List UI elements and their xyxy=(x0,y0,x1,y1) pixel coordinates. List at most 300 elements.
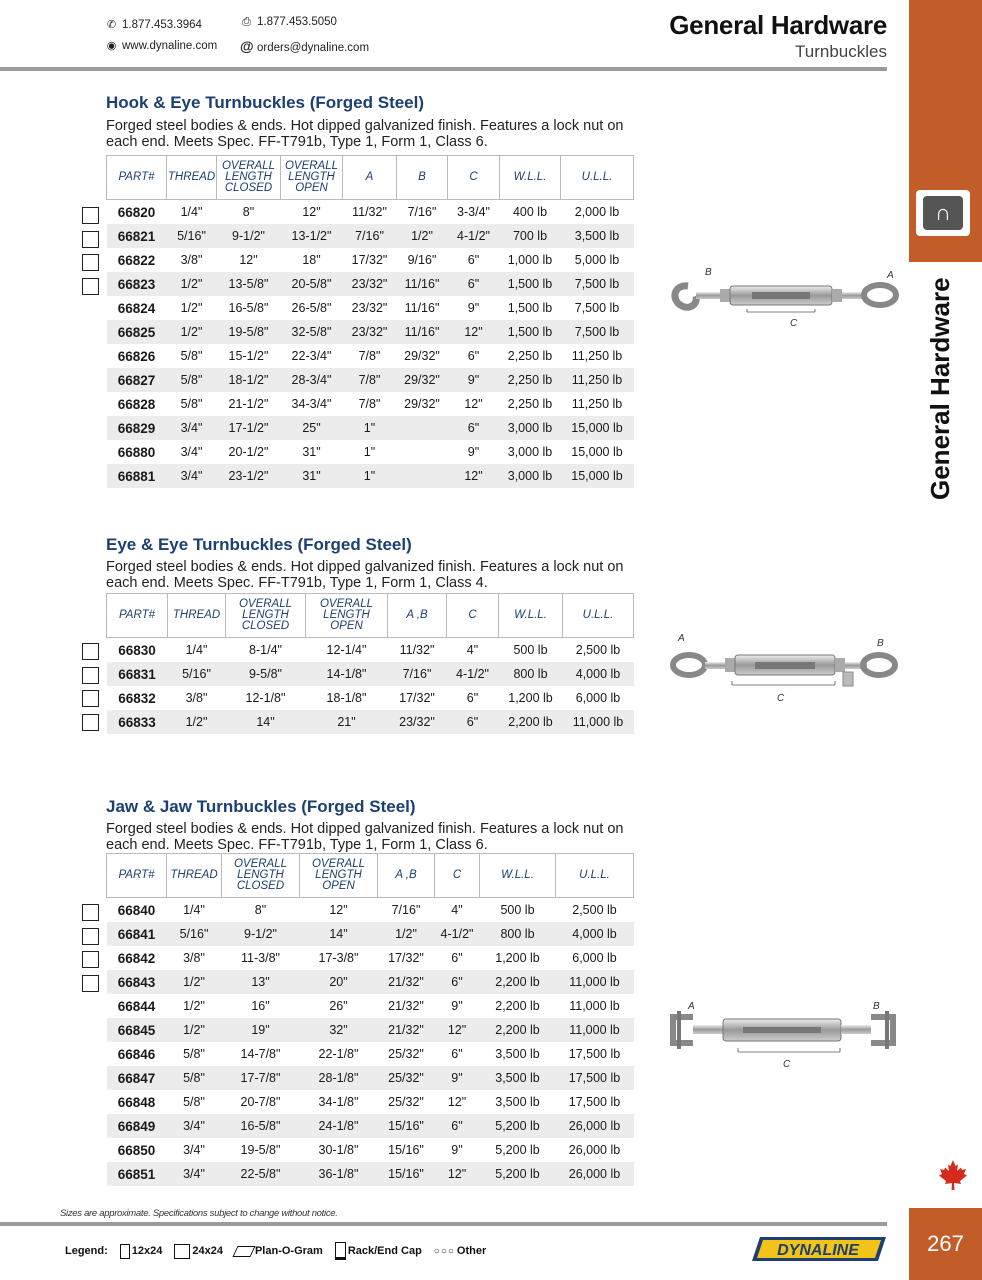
phone-icon: ✆ xyxy=(106,19,117,31)
col-header: OVERALL LENGTH CLOSED xyxy=(226,594,306,638)
table-cell: 19-5/8" xyxy=(240,1143,281,1157)
part-number-cell[interactable]: 66842 xyxy=(117,950,156,966)
col-header: W.L.L. xyxy=(499,594,563,638)
table-cell: 11,250 lb xyxy=(561,368,634,392)
page-number: 267 xyxy=(909,1208,982,1280)
table-cell: 25/32" xyxy=(388,1095,424,1109)
section-desc-hook-eye: Forged steel bodies & ends. Hot dipped galvanized finish. Features a lock nut on each end. Meets Spec. FF-T791b, Type 1, Form 1, Class 6. xyxy=(106,118,624,150)
fax-line xyxy=(240,16,337,29)
table-cell: 17,500 lb xyxy=(556,1066,634,1090)
part-number-cell[interactable]: 66881 xyxy=(107,464,167,488)
table-cell: 26" xyxy=(329,999,348,1013)
table-cell: 1" xyxy=(343,416,397,440)
part-number-cell[interactable]: 66841 xyxy=(107,922,167,946)
header-divider xyxy=(0,67,887,71)
table-cell: 7/8" xyxy=(358,397,381,411)
table-cell: 14-7/8" xyxy=(240,1047,281,1061)
table-cell: 28-3/4" xyxy=(281,368,343,392)
table-cell: 1,500 lb xyxy=(500,320,561,344)
table-cell: 11/16" xyxy=(397,272,448,296)
table-cell: 1/2" xyxy=(167,970,222,994)
table-row xyxy=(107,994,634,1018)
table-cell: 3/4" xyxy=(167,1162,222,1186)
part-number-cell[interactable]: 66828 xyxy=(117,396,156,412)
table-cell: 6" xyxy=(448,416,500,440)
table-cell: 7/8" xyxy=(358,349,381,363)
table-cell: 15-1/2" xyxy=(228,349,269,363)
table-row xyxy=(107,248,634,272)
email-link[interactable]: orders@dynaline.com xyxy=(257,42,370,54)
col-header: OVERALL LENGTH CLOSED xyxy=(217,156,281,200)
col-header: C xyxy=(447,594,499,638)
table-cell: 13-5/8" xyxy=(217,272,281,296)
table-cell: 3/8" xyxy=(183,951,205,965)
table-cell: 1,200 lb xyxy=(508,691,553,705)
table-cell: 4-1/2" xyxy=(435,922,480,946)
table-cell: 1/2" xyxy=(183,999,205,1013)
table-cell: 5/16" xyxy=(168,662,226,686)
table-cell: 3,500 lb xyxy=(561,224,634,248)
table-cell: 6" xyxy=(467,253,480,267)
table-cell: 800 lb xyxy=(480,922,556,946)
table-row xyxy=(107,320,634,344)
col-header: B xyxy=(397,156,448,200)
table-cell: 9" xyxy=(451,1143,463,1157)
part-number-cell[interactable]: 66824 xyxy=(117,300,156,316)
table-cell: 9" xyxy=(467,301,480,315)
table-cell: 23/32" xyxy=(343,272,397,296)
table-cell: 12" xyxy=(464,397,483,411)
table-cell: 12" xyxy=(448,464,500,488)
col-header: OVERALL LENGTH OPEN xyxy=(281,156,343,200)
legend-item-other: ○○○ Other xyxy=(433,1245,487,1257)
part-number-cell[interactable]: 66850 xyxy=(117,1142,156,1158)
table-cell: 19" xyxy=(222,1018,300,1042)
legend-item-24x24: 24x24 xyxy=(174,1244,223,1259)
table-cell: 17/32" xyxy=(351,253,388,267)
legend-item-12x24: 12x24 xyxy=(120,1244,163,1259)
table-row xyxy=(107,392,634,416)
table-cell: 20-5/8" xyxy=(281,272,343,296)
side-label: General Hardware xyxy=(925,277,955,500)
table-cell: 14-1/8" xyxy=(306,662,388,686)
part-number-cell[interactable]: 66832 xyxy=(118,690,156,706)
table-row xyxy=(107,1090,634,1114)
section-desc-eye-eye: Forged steel bodies & ends. Hot dipped galvanized finish. Features a lock nut on each end. Meets Spec. FF-T791b, Type 1, Form 1, Class 4. xyxy=(106,559,624,591)
table-cell: 12" xyxy=(239,253,258,267)
table-cell: 12" xyxy=(302,205,321,219)
table-cell: 22-5/8" xyxy=(222,1162,300,1186)
table-cell: 11/32" xyxy=(352,205,387,219)
part-number-cell[interactable]: 66825 xyxy=(107,320,167,344)
part-number-cell[interactable]: 66847 xyxy=(107,1066,167,1090)
table-cell: 18-1/2" xyxy=(217,368,281,392)
section-title-eye-eye: Eye & Eye Turnbuckles (Forged Steel) xyxy=(106,535,412,554)
table-cell: 7/8" xyxy=(343,368,397,392)
eye-eye-turnbuckle-diagram xyxy=(665,630,905,710)
table-cell xyxy=(397,416,448,440)
part-number-cell[interactable]: 66843 xyxy=(107,970,167,994)
part-number-cell[interactable]: 66880 xyxy=(117,444,156,460)
table-cell: 30-1/8" xyxy=(318,1143,359,1157)
rectangle-tall-icon xyxy=(120,1244,130,1259)
checkbox-66843[interactable] xyxy=(82,975,99,992)
table-cell: 22-3/4" xyxy=(291,349,332,363)
table-cell: 26-5/8" xyxy=(291,301,332,315)
table-cell: 7,500 lb xyxy=(561,272,634,296)
table-cell: 21/32" xyxy=(378,970,435,994)
square-icon xyxy=(174,1244,190,1259)
table-cell: 16-5/8" xyxy=(222,1114,300,1138)
table-cell: 3,000 lb xyxy=(500,464,561,488)
table-cell: 11,000 lb xyxy=(556,970,634,994)
table-cell: 15,000 lb xyxy=(561,464,634,488)
col-header: A ,B xyxy=(378,854,435,898)
part-number-cell[interactable]: 66827 xyxy=(107,368,167,392)
table-cell: 17,500 lb xyxy=(568,1095,621,1109)
table-cell: 12" xyxy=(435,1162,480,1186)
table-cell: 15,000 lb xyxy=(561,416,634,440)
table-cell: 20" xyxy=(300,970,378,994)
col-header: PART# xyxy=(107,854,167,898)
table-cell xyxy=(397,440,448,464)
table-cell: 7/16" xyxy=(388,662,447,686)
table-cell: 6" xyxy=(435,1114,480,1138)
table-cell: 3/4" xyxy=(180,445,203,459)
table-row xyxy=(107,638,634,663)
table-cell: 31" xyxy=(302,445,321,459)
table-cell: 16-5/8" xyxy=(228,301,269,315)
checkbox-66840[interactable] xyxy=(82,904,99,921)
table-cell: 2,250 lb xyxy=(507,349,553,363)
table-row xyxy=(107,1042,634,1066)
dots-icon: ○○○ xyxy=(433,1245,455,1257)
fax-number: 1.877.453.5050 xyxy=(257,16,337,28)
part-number-cell[interactable]: 66844 xyxy=(117,998,156,1014)
table-cell: 23/32" xyxy=(343,320,397,344)
table-cell: 5/8" xyxy=(167,1066,222,1090)
table-cell: 11/32" xyxy=(399,643,435,657)
canada-maple-leaf-icon xyxy=(936,1158,970,1192)
table-cell: 15,000 lb xyxy=(571,445,623,459)
table-cell: 6" xyxy=(447,710,499,734)
table-cell: 11/16" xyxy=(404,301,440,315)
table-cell xyxy=(397,464,448,488)
footer-divider xyxy=(0,1222,887,1226)
table-cell: 4,000 lb xyxy=(556,922,634,946)
part-number-cell[interactable]: 66831 xyxy=(107,662,168,686)
table-cell: 5/8" xyxy=(180,349,203,363)
table-cell: 11,000 lb xyxy=(556,1018,634,1042)
table-row xyxy=(107,296,634,320)
table-row xyxy=(107,224,634,248)
checkbox-66832[interactable] xyxy=(82,690,99,707)
table-cell: 9" xyxy=(451,999,463,1013)
legend xyxy=(65,1242,486,1260)
diagram-label-b: B xyxy=(873,1001,880,1012)
table-cell: 1/4" xyxy=(183,903,205,917)
col-header: U.L.L. xyxy=(563,594,634,638)
table-cell: 2,250 lb xyxy=(507,397,553,411)
table-cell: 21-1/2" xyxy=(228,397,269,411)
checkbox-66831[interactable] xyxy=(82,667,99,684)
table-cell: 3,000 lb xyxy=(507,445,553,459)
part-number-cell[interactable]: 66849 xyxy=(107,1114,167,1138)
table-cell: 12" xyxy=(448,320,500,344)
table-cell: 15/16" xyxy=(388,1143,424,1157)
table-row xyxy=(107,1138,634,1162)
part-number-cell[interactable]: 66840 xyxy=(117,902,156,918)
table-cell: 7,500 lb xyxy=(574,301,620,315)
table-cell: 8" xyxy=(242,205,255,219)
table-cell: 26,000 lb xyxy=(556,1162,634,1186)
table-cell: 5/16" xyxy=(167,922,222,946)
table-cell: 15/16" xyxy=(378,1114,435,1138)
table-cell: 2,000 lb xyxy=(574,205,620,219)
table-cell: 2,500 lb xyxy=(575,643,621,657)
table-cell: 3/4" xyxy=(183,1143,205,1157)
table-cell: 500 lb xyxy=(513,643,548,657)
page-title: General Hardware xyxy=(669,10,887,40)
col-header: OVERALL LENGTH OPEN xyxy=(300,854,378,898)
table-cell: 7/16" xyxy=(407,205,437,219)
part-number-cell[interactable]: 66833 xyxy=(107,710,168,734)
table-cell: 3-3/4" xyxy=(457,205,490,219)
table-cell: 25/32" xyxy=(388,1047,424,1061)
table-cell: 34-1/8" xyxy=(318,1095,359,1109)
table-row xyxy=(107,970,634,994)
table-cell: 21/32" xyxy=(378,1018,435,1042)
dynaline-logo[interactable] xyxy=(752,1235,886,1263)
table-cell: 1,500 lb xyxy=(500,272,561,296)
jaw-jaw-turnbuckle-diagram xyxy=(665,995,905,1075)
table-row xyxy=(107,440,634,464)
table-cell: 7,500 lb xyxy=(561,320,634,344)
spec-table-hook-eye xyxy=(106,155,634,502)
table-cell: 3,500 lb xyxy=(480,1066,556,1090)
table-cell: 36-1/8" xyxy=(300,1162,378,1186)
table-cell: 1/2" xyxy=(180,301,203,315)
diagram-label-a: A xyxy=(887,270,894,281)
table-cell: 11-3/8" xyxy=(241,951,280,965)
table-cell: 700 lb xyxy=(500,224,561,248)
part-number-cell[interactable]: 66829 xyxy=(107,416,167,440)
table-cell: 25" xyxy=(281,416,343,440)
table-row xyxy=(107,416,634,440)
hardware-category-icon: ∩ xyxy=(916,190,970,236)
table-cell: 9" xyxy=(467,445,480,459)
hook-eye-turnbuckle-diagram xyxy=(660,262,906,334)
table-cell: 3/8" xyxy=(180,253,203,267)
table-row xyxy=(107,1066,634,1090)
table-cell: 12-1/8" xyxy=(245,691,286,705)
checkbox-66823[interactable] xyxy=(82,278,99,295)
diagram-label-a: A xyxy=(678,633,685,644)
col-header: THREAD xyxy=(167,854,222,898)
legend-label: Legend: xyxy=(65,1245,108,1257)
fax-icon: ⎙ xyxy=(242,16,251,28)
table-cell: 17/32" xyxy=(399,691,435,705)
legend-item-planogram: Plan-O-Gram xyxy=(235,1245,323,1257)
website-line xyxy=(105,39,217,52)
table-cell: 1/4" xyxy=(180,205,203,219)
diagram-label-a: A xyxy=(688,1001,695,1012)
table-cell: 29/32" xyxy=(404,397,440,411)
section-title-jaw-jaw: Jaw & Jaw Turnbuckles (Forged Steel) xyxy=(106,797,416,816)
table-cell: 800 lb xyxy=(499,662,563,686)
table-cell: 1,000 lb xyxy=(507,253,553,267)
table-cell: 23/32" xyxy=(388,710,447,734)
col-header: C xyxy=(435,854,480,898)
table-cell: 9" xyxy=(435,1066,480,1090)
table-cell: 20-7/8" xyxy=(240,1095,281,1109)
part-number-cell[interactable]: 66845 xyxy=(107,1018,167,1042)
table-cell: 12" xyxy=(447,1095,467,1109)
table-cell: 1/2" xyxy=(378,922,435,946)
table-row xyxy=(107,898,634,923)
table-cell: 5,200 lb xyxy=(480,1114,556,1138)
checkbox-66822[interactable] xyxy=(82,254,99,271)
part-number-cell[interactable]: 66823 xyxy=(107,272,167,296)
table-cell: 23-1/2" xyxy=(217,464,281,488)
col-header: U.L.L. xyxy=(556,854,634,898)
website-link[interactable]: www.dynaline.com xyxy=(122,40,218,52)
table-cell: 14" xyxy=(300,922,378,946)
table-cell: 34-3/4" xyxy=(291,397,332,411)
section-title-hook-eye: Hook & Eye Turnbuckles (Forged Steel) xyxy=(106,93,425,112)
part-number-cell[interactable]: 66822 xyxy=(117,252,156,268)
table-cell: 13" xyxy=(222,970,300,994)
table-row xyxy=(107,1114,634,1138)
email-line xyxy=(240,38,369,54)
table-cell: 4" xyxy=(466,643,479,657)
table-spacer-row xyxy=(107,488,634,502)
part-number-cell[interactable]: 66821 xyxy=(107,224,167,248)
phone-number[interactable]: 1.877.453.3964 xyxy=(122,19,202,31)
table-row xyxy=(107,464,634,488)
table-cell: 9/16" xyxy=(407,253,437,267)
col-header: W.L.L. xyxy=(480,854,556,898)
table-row xyxy=(107,200,634,225)
col-header: THREAD xyxy=(167,156,217,200)
table-cell: 2,500 lb xyxy=(572,903,617,917)
diagram-label-c: C xyxy=(777,693,785,704)
table-cell: 6" xyxy=(451,1047,463,1061)
table-cell: 1/4" xyxy=(185,643,208,657)
table-cell: 9-1/2" xyxy=(217,224,281,248)
table-cell: 2,200 lb xyxy=(499,710,563,734)
checkbox-66821[interactable] xyxy=(82,231,99,248)
table-cell: 29/32" xyxy=(397,368,448,392)
table-row xyxy=(107,710,634,734)
table-row xyxy=(107,368,634,392)
table-row xyxy=(107,686,634,710)
table-cell: 18-1/8" xyxy=(326,691,367,705)
checkbox-66833[interactable] xyxy=(82,714,99,731)
checkbox-66830[interactable] xyxy=(82,643,99,660)
checkbox-66842[interactable] xyxy=(82,951,99,968)
table-cell: 29/32" xyxy=(404,349,440,363)
table-cell: 17-3/8" xyxy=(318,951,359,965)
table-cell: 6,000 lb xyxy=(572,951,617,965)
table-row xyxy=(107,946,634,970)
table-cell: 6" xyxy=(448,272,500,296)
table-row xyxy=(107,1162,634,1186)
table-cell: 9" xyxy=(448,368,500,392)
table-cell: 24-1/8" xyxy=(300,1114,378,1138)
part-number-cell[interactable]: 66826 xyxy=(117,348,156,364)
col-header: A ,B xyxy=(388,594,447,638)
part-number-cell[interactable]: 66846 xyxy=(117,1046,156,1062)
table-cell: 5,000 lb xyxy=(574,253,620,267)
rack-icon xyxy=(335,1242,346,1260)
part-number-cell[interactable]: 66851 xyxy=(107,1162,167,1186)
legend-item-rack: Rack/End Cap xyxy=(335,1242,422,1260)
table-cell: 25/32" xyxy=(378,1066,435,1090)
table-cell: 5/8" xyxy=(183,1095,205,1109)
svg-text:DYNALINE: DYNALINE xyxy=(777,1242,859,1259)
table-cell: 17,500 lb xyxy=(568,1047,621,1061)
table-cell: 32-5/8" xyxy=(281,320,343,344)
part-number-cell[interactable]: 66820 xyxy=(117,204,156,220)
table-cell: 2,200 lb xyxy=(480,1018,556,1042)
table-cell: 3/4" xyxy=(167,464,217,488)
part-number-cell[interactable]: 66848 xyxy=(117,1094,156,1110)
table-cell: 18" xyxy=(302,253,321,267)
table-cell: 2,200 lb xyxy=(495,999,540,1013)
table-cell: 1/2" xyxy=(168,710,226,734)
table-cell: 2,200 lb xyxy=(480,970,556,994)
checkbox-66820[interactable] xyxy=(82,207,99,224)
table-cell: 7/16" xyxy=(343,224,397,248)
globe-icon: ◉ xyxy=(106,40,117,52)
table-cell: 1/2" xyxy=(397,224,448,248)
table-cell: 5/8" xyxy=(183,1047,205,1061)
col-header: A xyxy=(343,156,397,200)
table-cell: 6,000 lb xyxy=(575,691,621,705)
table-cell: 16" xyxy=(251,999,270,1013)
part-number-cell[interactable]: 66830 xyxy=(118,642,156,658)
table-cell: 4-1/2" xyxy=(447,662,499,686)
col-header: OVERALL LENGTH OPEN xyxy=(306,594,388,638)
table-cell: 3/4" xyxy=(167,1114,222,1138)
table-cell: 11,000 lb xyxy=(569,999,620,1013)
table-row xyxy=(107,272,634,296)
table-cell: 5/8" xyxy=(180,397,203,411)
table-cell: 12-1/4" xyxy=(326,643,367,657)
table-cell: 1/2" xyxy=(167,272,217,296)
col-header: PART# xyxy=(107,594,168,638)
table-cell: 21" xyxy=(306,710,388,734)
table-cell: 11,250 lb xyxy=(571,349,623,363)
table-cell: 8" xyxy=(254,903,267,917)
table-cell: 6" xyxy=(467,349,480,363)
phone-line xyxy=(105,18,202,31)
diagram-label-c: C xyxy=(783,1059,791,1070)
table-cell: 20-1/2" xyxy=(228,445,269,459)
col-header: W.L.L. xyxy=(500,156,561,200)
table-cell: 1/2" xyxy=(167,320,217,344)
table-cell: 3,000 lb xyxy=(500,416,561,440)
table-cell: 22-1/8" xyxy=(318,1047,359,1061)
table-cell: 5/16" xyxy=(167,224,217,248)
table-cell: 17-7/8" xyxy=(222,1066,300,1090)
table-cell: 11/16" xyxy=(397,320,448,344)
checkbox-66841[interactable] xyxy=(82,928,99,945)
table-cell: 5/8" xyxy=(167,368,217,392)
table-row xyxy=(107,1018,634,1042)
table-cell: 3,500 lb xyxy=(495,1047,540,1061)
